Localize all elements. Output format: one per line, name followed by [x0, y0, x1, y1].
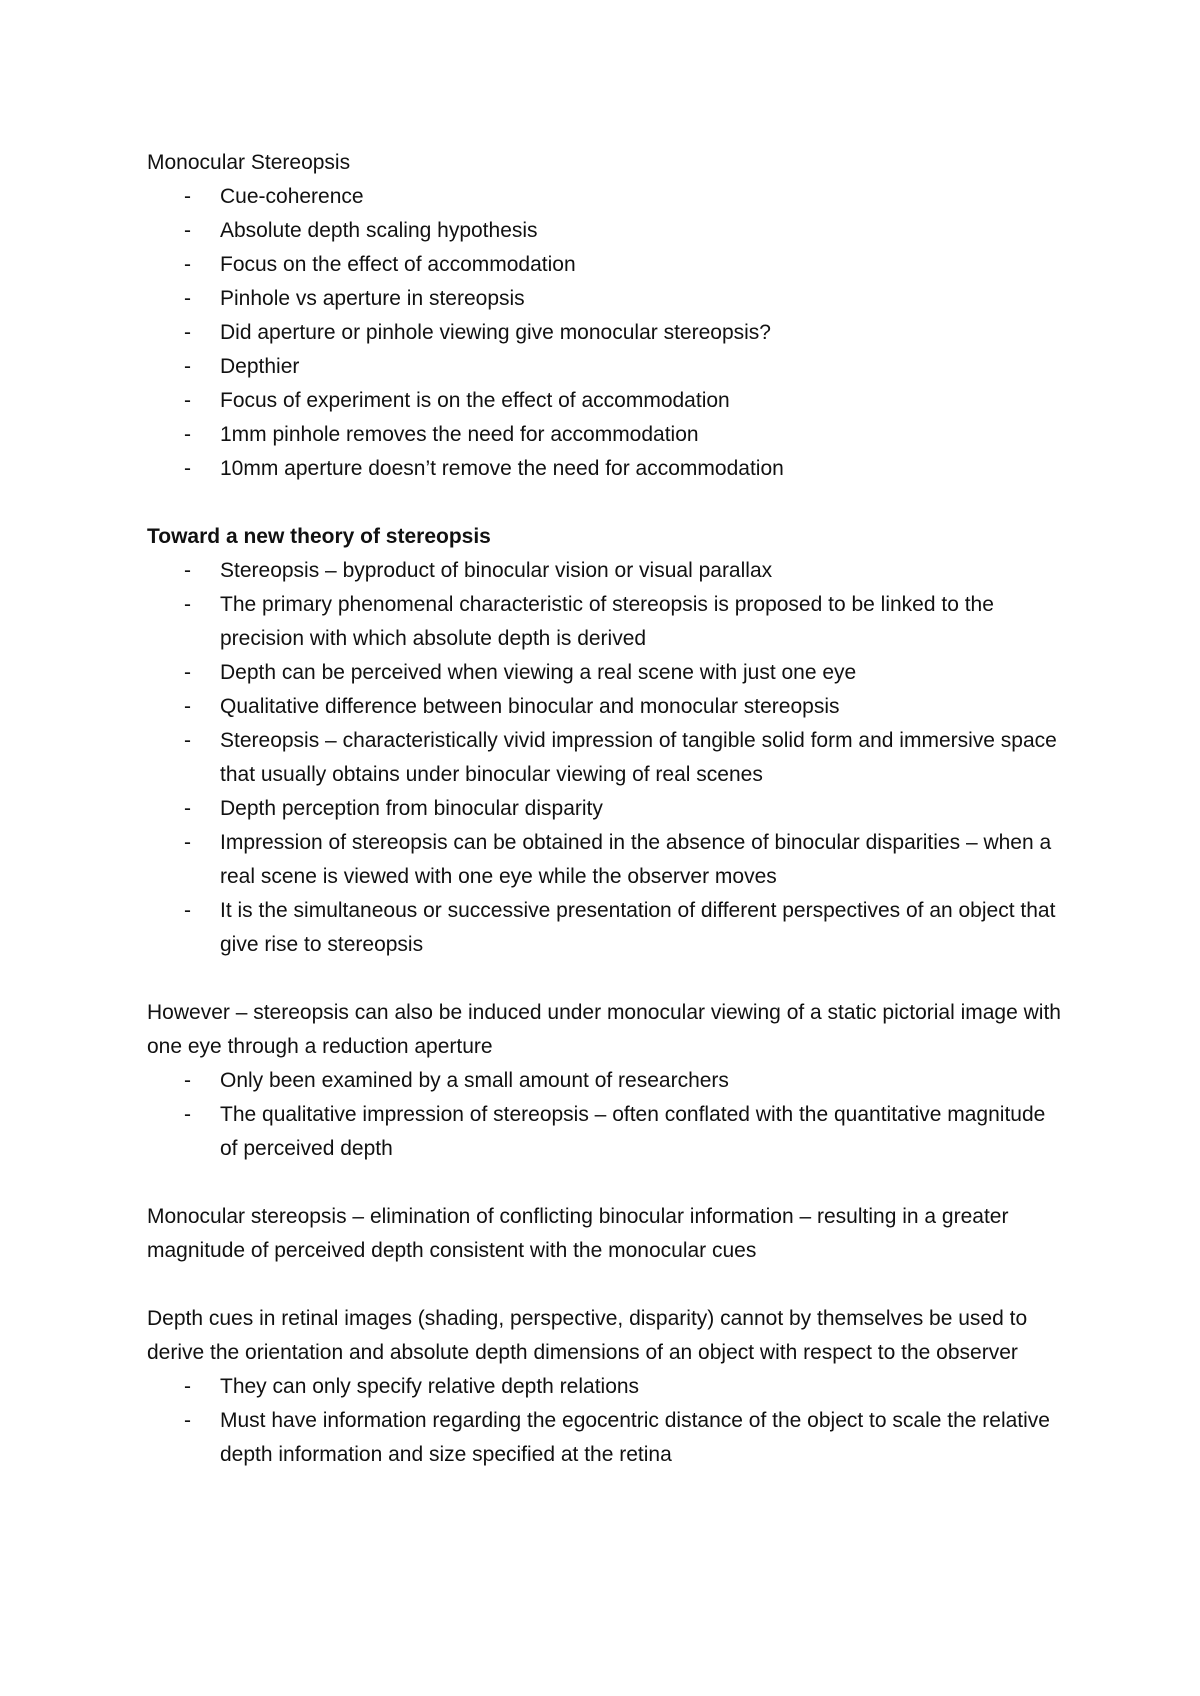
dash-marker: - [184, 389, 191, 412]
list-item: - Depthier [147, 350, 1067, 384]
dash-marker: - [184, 423, 191, 446]
dash-marker: - [184, 355, 191, 378]
dash-marker: - [184, 899, 191, 922]
list-item: - Qualitative difference between binocular and monocular stereopsis [147, 690, 1067, 724]
dash-marker: - [184, 1409, 191, 1432]
dash-marker: - [184, 185, 191, 208]
list-item: - 1mm pinhole removes the need for accommodation [147, 418, 1067, 452]
spacer [147, 1268, 1067, 1302]
paragraph-depth-cues: Depth cues in retinal images (shading, perspective, disparity) cannot by themselves be used to derive the orientation and absolute depth dimensions of an object with respect to the observer [147, 1307, 1028, 1364]
list-item: - Cue-coherence [147, 180, 1067, 214]
list-item: - Focus of experiment is on the effect of accommodation [147, 384, 1067, 418]
list-item: - Impression of stereopsis can be obtained in the absence of binocular disparities – when a real scene is viewed with one eye while the observer moves [147, 826, 1067, 894]
bullet-list-monocular-stereopsis [147, 180, 1067, 486]
document-page [147, 146, 1067, 1472]
list-item: - Only been examined by a small amount of researchers [147, 1064, 1067, 1098]
list-item: - Must have information regarding the egocentric distance of the object to scale the relative depth information and size specified at the retina [147, 1404, 1067, 1472]
dash-marker: - [184, 559, 191, 582]
dash-marker: - [184, 661, 191, 684]
dash-marker: - [184, 1103, 191, 1126]
bullet-list-however [147, 1064, 1067, 1166]
list-item: - The qualitative impression of stereopsis – often conflated with the quantitative magnitude of perceived depth [147, 1098, 1067, 1166]
dash-marker: - [184, 695, 191, 718]
dash-marker: - [184, 1375, 191, 1398]
section-title-monocular-stereopsis: Monocular Stereopsis [147, 151, 351, 174]
list-item: - Depth can be perceived when viewing a real scene with just one eye [147, 656, 1067, 690]
dash-marker: - [184, 797, 191, 820]
spacer [147, 1166, 1067, 1200]
dash-marker: - [184, 287, 191, 310]
list-item: - It is the simultaneous or successive presentation of different perspectives of an object that give rise to stereopsis [147, 894, 1067, 962]
list-item: - Absolute depth scaling hypothesis [147, 214, 1067, 248]
dash-marker: - [184, 1069, 191, 1092]
spacer [147, 962, 1067, 996]
list-item: - They can only specify relative depth relations [147, 1370, 1067, 1404]
list-item: - 10mm aperture doesn’t remove the need for accommodation [147, 452, 1067, 486]
list-item: - Stereopsis – byproduct of binocular vision or visual parallax [147, 554, 1067, 588]
dash-marker: - [184, 831, 191, 854]
dash-marker: - [184, 219, 191, 242]
list-item: - Depth perception from binocular disparity [147, 792, 1067, 826]
list-item: - Focus on the effect of accommodation [147, 248, 1067, 282]
dash-marker: - [184, 457, 191, 480]
list-item: - Stereopsis – characteristically vivid impression of tangible solid form and immersive space that usually obtains under binocular viewing of real scenes [147, 724, 1067, 792]
list-item: - Pinhole vs aperture in stereopsis [147, 282, 1067, 316]
paragraph-monocular-stereopsis: Monocular stereopsis – elimination of conflicting binocular information – resulting in a greater magnitude of perceived depth consistent with the monocular cues [147, 1205, 1009, 1262]
bullet-list-depth-cues [147, 1370, 1067, 1472]
bullet-list-new-theory [147, 554, 1067, 962]
list-item: - Did aperture or pinhole viewing give monocular stereopsis? [147, 316, 1067, 350]
dash-marker: - [184, 593, 191, 616]
spacer [147, 486, 1067, 520]
dash-marker: - [184, 729, 191, 752]
dash-marker: - [184, 321, 191, 344]
dash-marker: - [184, 253, 191, 276]
list-item: - The primary phenomenal characteristic of stereopsis is proposed to be linked to the precision with which absolute depth is derived [147, 588, 1067, 656]
section-title-new-theory: Toward a new theory of stereopsis [147, 525, 491, 548]
paragraph-however: However – stereopsis can also be induced under monocular viewing of a static pictorial image with one eye through a reduction aperture [147, 1001, 1061, 1058]
